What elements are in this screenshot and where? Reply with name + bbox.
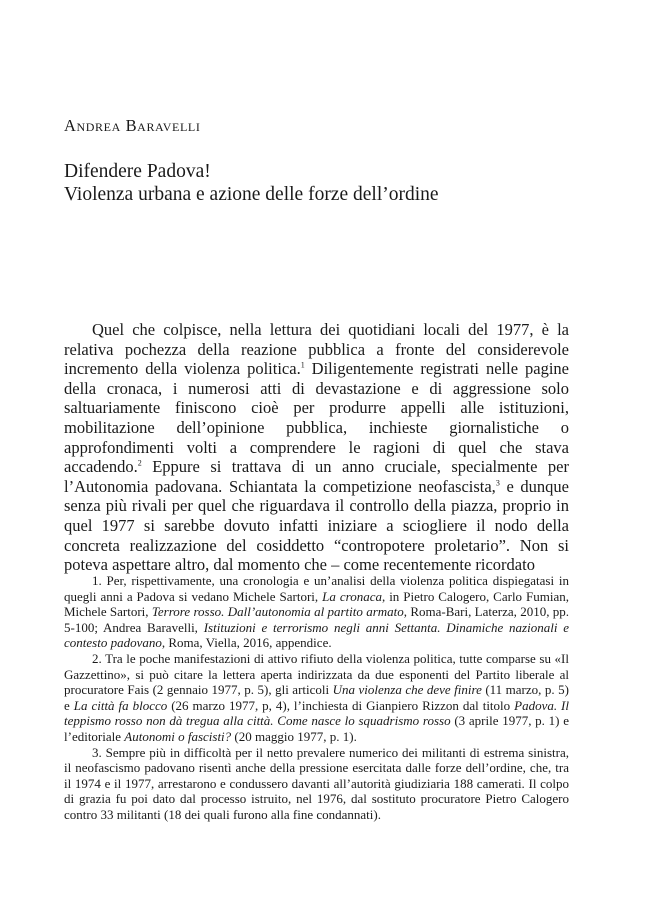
main-text xyxy=(64,320,569,575)
footnote-ref-3: 3 xyxy=(495,478,500,488)
body-text: Diligentemente registrati nelle pagine della cronaca, i numerosi atti di devastazione e di aggressione solo saltuariamente finiscono cioè per produrre appelli alle istituzioni, mobilitazione dell’opinione pubblica, inchieste giornalistiche o approfondimenti volti a comprendere le ragioni di quel che stava accadendo. xyxy=(64,359,570,477)
footnote-text: , Roma, Viella, 2016, appendice. xyxy=(161,635,332,651)
footnote-ref-2: 2 xyxy=(137,458,142,468)
footnote-italic: Autonomi o fascisti? xyxy=(124,728,232,744)
footnote-text: 2. Tra le poche manifestazioni di attivo rifiuto della violenza politica, tutte comparse su «Il Gazzettino», si può citare la lettera aperta indirizzata da due esponenti del Partito liberale al procuratore Fais (2 gennaio 1977, p. 5), gli articoli xyxy=(64,650,569,698)
chapter-title-line-2: Violenza urbana e azione delle forze dell’ordine xyxy=(64,184,439,205)
footnotes xyxy=(64,573,569,823)
footnote-text: , in Pietro Calogero, Carlo Fumian, Michele Sartori, xyxy=(64,588,570,620)
chapter-title xyxy=(64,160,439,206)
body-text: Eppure si trattava di un anno cruciale, specialmente per l’Autonomia padovana. Schiantata la competizione neofascista, xyxy=(64,457,569,496)
footnote-1 xyxy=(64,573,569,651)
footnote-ref-1: 1 xyxy=(300,360,305,370)
footnote-italic: Terrore rosso. Dall’autonomia al partito armato xyxy=(151,604,404,620)
footnote-text: (26 marzo 1977, p, 4), l’inchiesta di Gianpiero Rizzon dal titolo xyxy=(167,697,515,713)
chapter-title-line-1: Difendere Padova! xyxy=(64,161,211,182)
body-paragraph xyxy=(64,320,569,575)
footnote-2 xyxy=(64,651,569,745)
footnote-text: 1. Per, rispettivamente, una cronologia e un’analisi della violenza politica dispiegatasi in quegli anni a Padova si vedano Michele Sartori, xyxy=(64,573,569,604)
footnote-text: (11 marzo, p. 5) e xyxy=(64,682,569,713)
footnote-italic: Una violenza che deve finire xyxy=(332,682,482,698)
footnote-italic: Istituzioni e terrorismo negli anni Settanta. Dinamiche nazionali e contesto padovano xyxy=(64,619,570,651)
footnote-italic: La cronaca xyxy=(322,588,382,604)
author-name: Andrea Baravelli xyxy=(64,116,201,135)
body-text: e dunque senza più rivali per quel che riguardava il controllo della piazza, proprio in quel 1977 si sarebbe dovuto infatti iniziare a sciogliere il nodo della concreta realizzazione del cosiddetto “contropotere proletario”. Non si poteva aspettare altro, dal momento che – come recentemente ricordato xyxy=(64,476,569,575)
body-text: Quel che colpisce, nella lettura dei quotidiani locali del 1977, è la relativa pochezza della reazione pubblica a fronte del considerevole incremento della violenza politica. xyxy=(64,320,569,379)
footnote-italic: La città fa blocco xyxy=(73,697,168,713)
footnote-text: , Roma-Bari, Laterza, 2010, pp. 5-100; Andrea Baravelli, xyxy=(64,604,570,635)
footnote-italic: Padova. Il teppismo rosso non dà tregua alla città. Come nasce lo squadrismo rosso xyxy=(64,697,569,729)
footnote-3: 3. Sempre più in difficoltà per il netto prevalere numerico dei militanti di estrema sinistra, il neofascismo padovano risentì anche della pressione esercitata dalle forze dell’ordine, che, tra il 1974 e il 1977, arrestarono e condussero davanti all’autorità giudiziaria 188 camerati. Il colpo di grazia fu poi dato dal processo istruito, nel 1976, dal sostituto procuratore Pietro Calogero contro 33 militanti (18 dei quali furono alla fine condannati). xyxy=(64,744,569,822)
footnote-text: (3 aprile 1977, p. 1) e l’editoriale xyxy=(64,713,569,744)
footnote-text: (20 maggio 1977, p. 1). xyxy=(231,728,357,744)
